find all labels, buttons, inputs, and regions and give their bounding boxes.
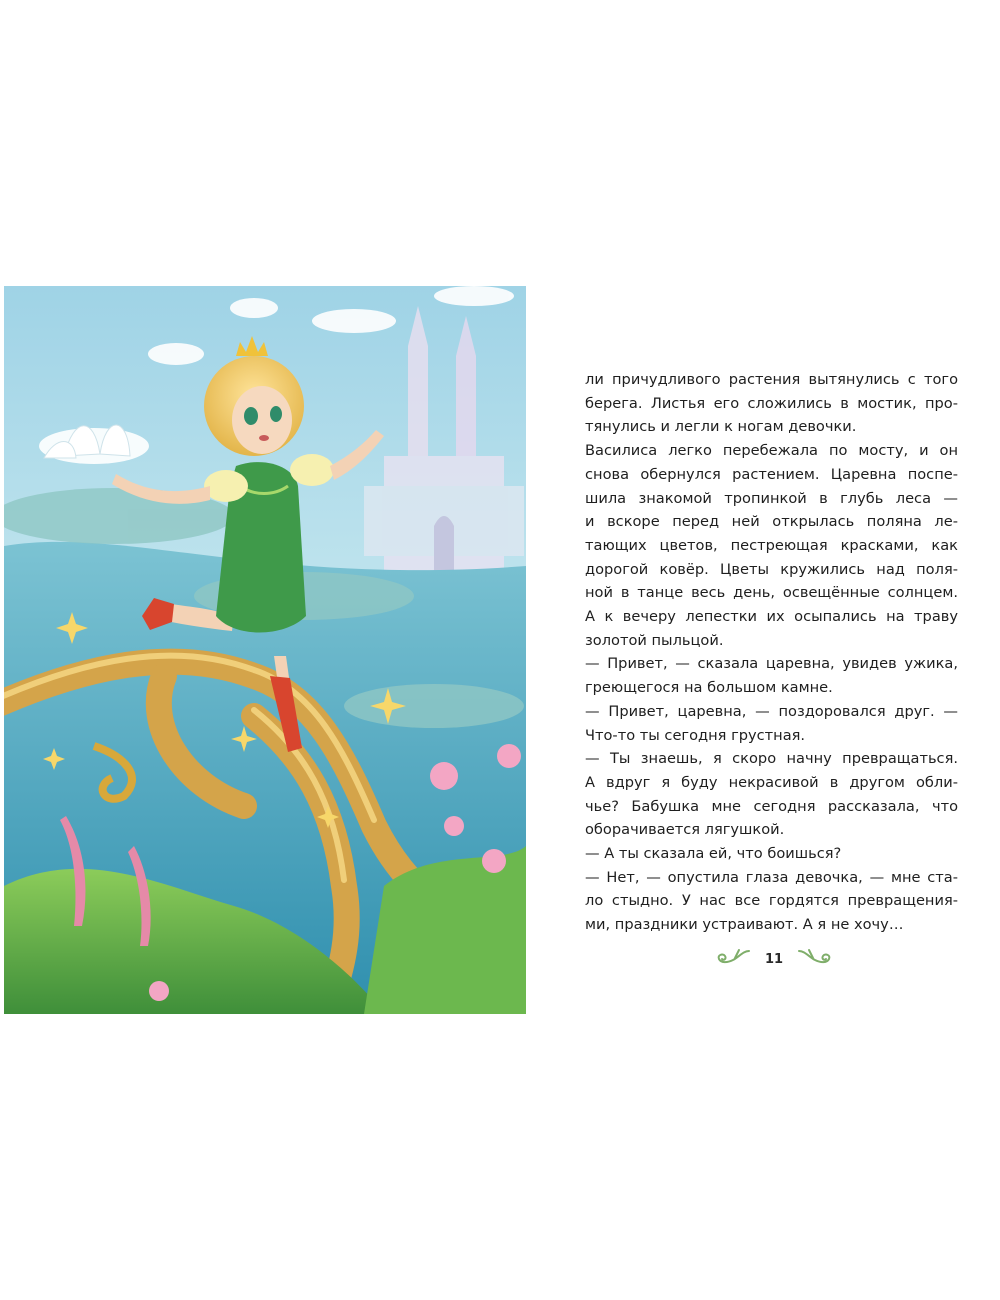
text-line: А вдруг я буду некрасивой в другом обли- [585, 773, 958, 791]
swirl-ornament-icon [715, 947, 751, 972]
page-footer [718, 944, 830, 974]
text-line: греющегося на большом камне. [585, 679, 833, 697]
text-line: Что-то ты сегодня грустная. [585, 726, 806, 744]
text-line: золотой пыльцой. [585, 631, 724, 649]
text-line: тающих цветов, пестреющая красками, как [585, 536, 958, 554]
text-line: А к вечеру лепестки их осыпались на траву [585, 608, 958, 626]
text-line: оборачивается лягушкой. [585, 821, 785, 839]
text-line: — А ты сказала ей, что боишься? [585, 845, 842, 863]
text-line: — Нет, — опустила глаза девочка, — мне ста- [585, 868, 958, 886]
text-line: дорогой ковёр. Цветы кружились над поля- [585, 560, 958, 578]
story-text [585, 368, 958, 937]
text-line: шила знакомой тропинкой в глубь леса — [585, 489, 958, 507]
text-line: — Привет, царевна, — поздоровался друг. — [585, 702, 958, 720]
swirl-ornament-icon [797, 947, 833, 972]
text-line: — Ты знаешь, я скоро начну превращаться. [585, 750, 958, 768]
text-line: снова обернулся растением. Царевна поспе- [585, 465, 958, 483]
page-number: 11 [764, 951, 784, 967]
text-line: чье? Бабушка мне сегодня рассказала, что [585, 797, 958, 815]
text-line: — Привет, — сказала царевна, увидев ужика, [585, 655, 958, 673]
text-line: тянулись и легли к ногам девочки. [585, 418, 857, 436]
text-line: ло стыдно. У нас все гордятся превращения- [585, 892, 958, 910]
fairy-tale-illustration [4, 286, 526, 1014]
text-line: берега. Листья его сложились в мостик, про- [585, 394, 958, 412]
text-line: и вскоре перед ней открылась поляна ле- [585, 513, 958, 531]
text-line: ли причудливого растения вытянулись с того [585, 371, 958, 388]
text-line: ной в танце весь день, освещённые солнцем. [585, 584, 958, 602]
text-line: ми, праздники устраивают. А я не хочу… [585, 916, 904, 934]
text-line: Василиса легко перебежала по мосту, и он [585, 442, 958, 460]
